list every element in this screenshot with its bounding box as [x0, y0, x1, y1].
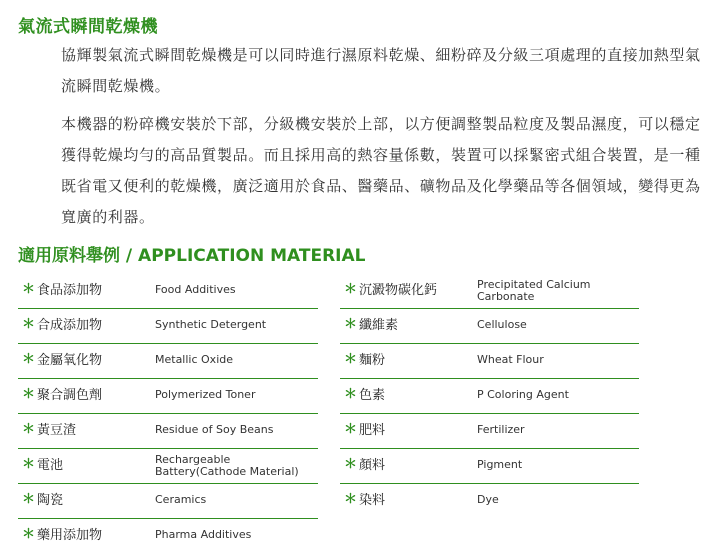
- list-item: [340, 380, 639, 414]
- application-list-right: [340, 275, 639, 519]
- material-name-en: Dye: [477, 493, 499, 506]
- material-name-en: Rechargeable Battery(Cathode Material): [155, 453, 299, 478]
- material-name-zh: 藥用添加物: [37, 528, 103, 543]
- list-item: [340, 450, 639, 484]
- material-name-en: Residue of Soy Beans: [155, 423, 274, 436]
- intro-paragraph-2: 本機器的粉碎機安裝於下部，分級機安裝於上部，以方便調整製品粒度及製品濕度，可以穩定獲得乾燥均勻的高品質製品。而且採用高的熱容量係數，裝置可以採緊密式組合裝置，是一種既省電又便利的乾燥機，廣泛適用於食品、醫藥品、礦物品及化學藥品等各個領域，變得更為寬廣的利器。: [61, 115, 701, 226]
- material-name-en: Polymerized Toner: [155, 388, 256, 401]
- asterisk-bullet-icon: ＊: [22, 457, 36, 472]
- asterisk-bullet-icon: ＊: [344, 387, 358, 402]
- asterisk-bullet-icon: ＊: [22, 352, 36, 367]
- asterisk-bullet-icon: ＊: [22, 317, 36, 332]
- material-name-zh: 電池: [37, 458, 64, 473]
- list-item: [18, 380, 318, 414]
- intro-paragraph-1: 協輝製氣流式瞬間乾燥機是可以同時進行濕原料乾燥、細粉碎及分級三項處理的直接加熱型氣流瞬間乾燥機。: [61, 46, 701, 95]
- list-item: [340, 485, 639, 518]
- list-item: [18, 485, 318, 519]
- list-item: [340, 345, 639, 379]
- list-item: [340, 415, 639, 449]
- list-item: [340, 275, 639, 309]
- material-name-zh: 聚合調色劑: [37, 388, 103, 403]
- application-list-left: [18, 275, 318, 554]
- material-name-en: Pigment: [477, 458, 523, 471]
- material-name-zh: 合成添加物: [37, 318, 103, 333]
- list-item: [18, 450, 318, 484]
- material-name-zh: 沉澱物碳化鈣: [359, 283, 438, 298]
- material-name-zh: 麵粉: [359, 353, 386, 368]
- material-name-en: Synthetic Detergent: [155, 318, 267, 331]
- list-item: [18, 520, 318, 553]
- material-name-zh: 金屬氧化物: [37, 353, 103, 368]
- asterisk-bullet-icon: ＊: [22, 387, 36, 402]
- material-name-en: Metallic Oxide: [155, 353, 233, 366]
- material-name-en: P Coloring Agent: [477, 388, 569, 401]
- material-name-zh: 顏料: [359, 458, 386, 473]
- asterisk-bullet-icon: ＊: [344, 492, 358, 507]
- asterisk-bullet-icon: ＊: [22, 492, 36, 507]
- material-name-en: Precipitated Calcium Carbonate: [477, 278, 591, 303]
- asterisk-bullet-icon: ＊: [344, 352, 358, 367]
- material-name-zh: 肥料: [359, 423, 386, 438]
- list-item: [340, 310, 639, 344]
- material-name-en: Cellulose: [477, 318, 527, 331]
- material-name-zh: 染料: [359, 493, 386, 508]
- page-title: 氣流式瞬間乾燥機: [18, 17, 158, 37]
- application-section-title: 適用原料舉例 / APPLICATION MATERIAL: [18, 246, 366, 266]
- material-name-zh: 色素: [359, 388, 386, 403]
- asterisk-bullet-icon: ＊: [22, 527, 36, 542]
- asterisk-bullet-icon: ＊: [22, 282, 36, 297]
- material-name-zh: 黃豆渣: [37, 423, 77, 438]
- asterisk-bullet-icon: ＊: [344, 282, 358, 297]
- material-name-zh: 纖維素: [359, 318, 399, 333]
- material-name-en: Wheat Flour: [477, 353, 544, 366]
- list-item: [18, 415, 318, 449]
- material-name-en: Ceramics: [155, 493, 207, 506]
- list-item: [18, 345, 318, 379]
- material-name-en: Fertilizer: [477, 423, 525, 436]
- material-name-zh: 食品添加物: [37, 283, 103, 298]
- material-name-en: Food Additives: [155, 283, 236, 296]
- material-name-en: Pharma Additives: [155, 528, 252, 541]
- asterisk-bullet-icon: ＊: [22, 422, 36, 437]
- list-item: [18, 275, 318, 309]
- material-name-zh: 陶瓷: [37, 493, 64, 508]
- asterisk-bullet-icon: ＊: [344, 317, 358, 332]
- asterisk-bullet-icon: ＊: [344, 422, 358, 437]
- list-item: [18, 310, 318, 344]
- asterisk-bullet-icon: ＊: [344, 457, 358, 472]
